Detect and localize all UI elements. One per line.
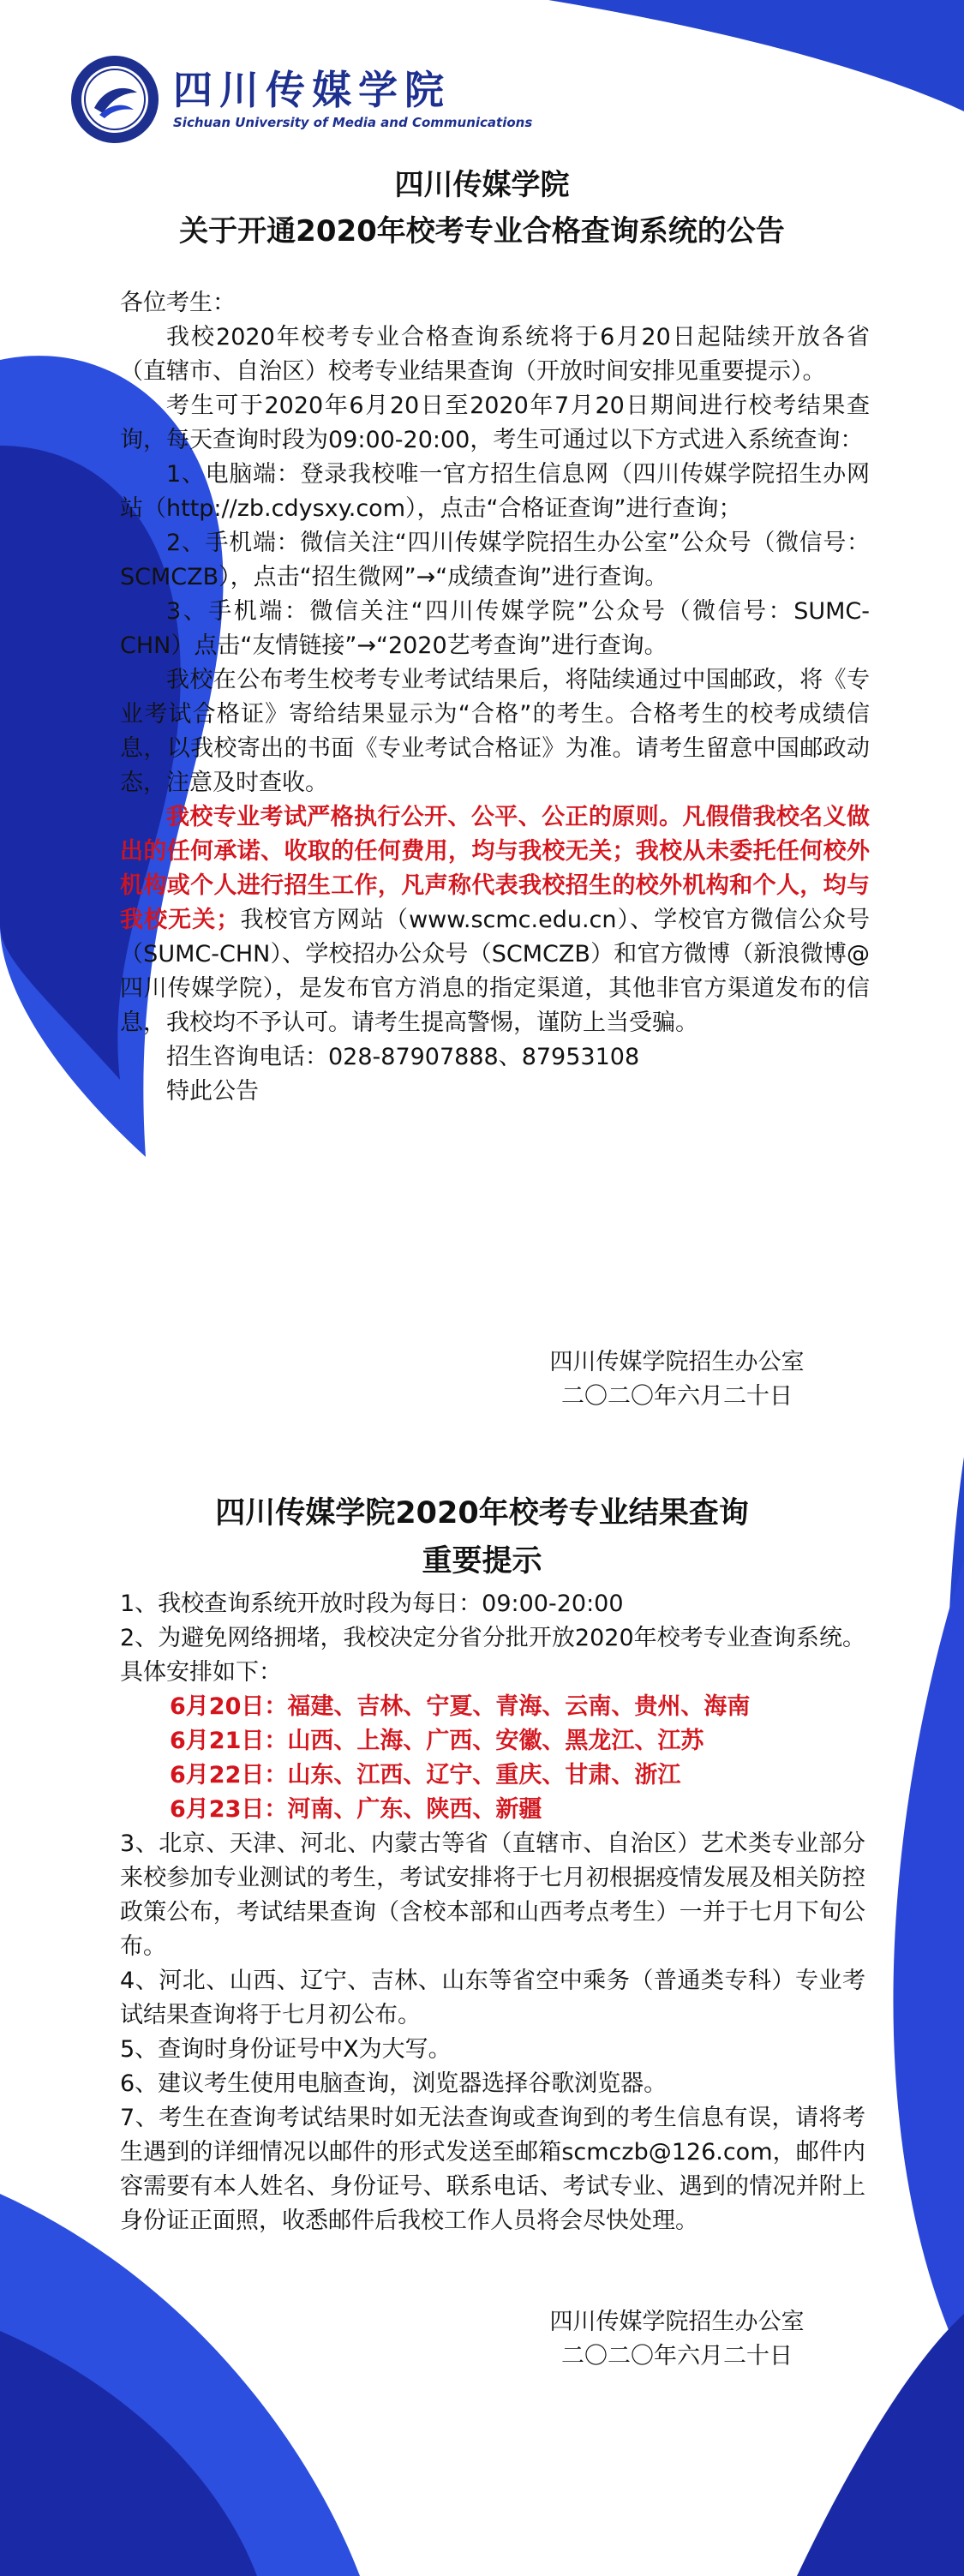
notice-paragraph: 我校2020年校考专业合格查询系统将于6月20日起陆续开放各省（直辖市、自治区）校考专业结果查询（开放时间安排见重要提示）。 [120,324,870,385]
notice-warning-red: 我校专业考试严格执行公开、公平、公正的原则。凡假借我校名义做出的任何承诺、收取的任何费用，均与我校无关；我校从未委托任何校外机构或个人进行招生工作，凡声称代表我校招生的校外机构和个人，均与我校无关； [120,804,870,933]
tips-item: 3、北京、天津、河北、内蒙古等省（直辖市、自治区）艺术类专业部分来校参加专业测试的考生，考试安排将于七月初根据疫情发展及相关防控政策公布，考试结果查询（含校本部和山西考点考生）一并于七月下旬公布。 [120,1830,865,1960]
school-seal-icon [69,53,161,146]
schedule-item: 6月21日：山西、上海、广西、安徽、黑龙江、江苏 [170,1728,704,1754]
tips-item: 2、为避免网络拥堵，我校决定分省分批开放2020年校考专业查询系统。具体安排如下： [120,1625,865,1686]
tips-signature-org: 四川传媒学院招生办公室 [549,2309,805,2335]
notice-greeting: 各位考生： [120,290,236,316]
notice-hotline: 招生咨询电话：028-87907888、87953108 [166,1044,640,1070]
tips-item: 6、建议考生使用电脑查询，浏览器选择谷歌浏览器。 [120,2070,668,2097]
tips-body [120,1587,865,2238]
tips-item: 5、查询时身份证号中X为大写。 [120,2036,452,2063]
tips-item: 7、考生在查询考试结果时如无法查询或查询到的考生信息有误，请将考生遇到的详细情况以邮件的形式发送至邮箱scmczb@126.com，邮件内容需要有本人姓名、身份证号、联系电话、考试专业、遇到的情况并附上身份证正面照，收悉邮件后我校工作人员将会尽快处理。 [120,2105,865,2234]
notice-warning [120,800,870,1040]
tips-item: 4、河北、山西、辽宁、吉林、山东等省空中乘务（普通类专科）专业考试结果查询将于七月初公布。 [120,1968,865,2028]
tips-signature-date: 二〇二〇年六月二十日 [561,2343,793,2369]
notice-signature [523,1345,831,1414]
notice-org-title: 四川传媒学院 [394,168,570,202]
schedule-item: 6月23日：河南、广东、陕西、新疆 [170,1796,542,1823]
tips-signature [523,2305,831,2374]
notice-signature-date: 二〇二〇年六月二十日 [561,1383,793,1410]
schedule-item: 6月22日：山东、江西、辽宁、重庆、甘肃、浙江 [170,1762,681,1788]
notice-paragraph: 考生可于2020年6月20日至2020年7月20日期间进行校考结果查询，每天查询时段为09:00-20:00，考生可通过以下方式进入系统查询： [120,392,870,453]
notice-paragraph: 1、电脑端：登录我校唯一官方招生信息网（四川传媒学院招生办网站（http://zb.cdysxy.com），点击“合格证查询”进行查询； [120,461,870,522]
notice-title: 关于开通2020年校考专业合格查询系统的公告 [179,214,785,249]
school-name-cn: 四川传媒学院 [173,67,451,113]
notice-paragraph: 我校在公布考生校考专业考试结果后，将陆续通过中国邮政，将《专业考试合格证》寄给结果显示为“合格”的考生。合格考生的校考成绩信息，以我校寄出的书面《专业考试合格证》为准。请考生留意中国邮政动态，注意及时查收。 [120,667,870,796]
school-name-en: Sichuan University of Media and Communications [173,115,533,130]
notice-closing: 特此公告 [166,1078,259,1105]
notice-paragraph: 2、手机端：微信关注“四川传媒学院招生办公室”公众号（微信号：SCMCZB），点击“招生微网”→“成绩查询”进行查询。 [120,530,870,590]
notice-body [120,286,870,1109]
schedule-item: 6月20日：福建、吉林、宁夏、青海、云南、贵州、海南 [170,1693,751,1720]
notice-paragraph: 3、手机端：微信关注“四川传媒学院”公众号（微信号：SUMC-CHN）点击“友情链接”→“2020艺考查询”进行查询。 [120,598,870,659]
tips-item: 1、我校查询系统开放时段为每日：09:00-20:00 [120,1591,624,1617]
school-logo [69,51,532,147]
tips-subtitle: 重要提示 [422,1544,542,1579]
tips-title: 四川传媒学院2020年校考专业结果查询 [215,1496,749,1531]
notice-warning-rest: 我校官方网站（www.scmc.edu.cn）、学校官方微信公众号（SUMC-CHN）、学校招办公众号（SCMCZB）和官方微博（新浪微博@四川传媒学院），是发布官方消息的指定渠道，其他非官方渠道发布的信息，我校均不予认可。请考生提高警惕，谨防上当受骗。 [120,907,870,1036]
notice-signature-org: 四川传媒学院招生办公室 [549,1349,805,1375]
province-schedule [120,1690,865,1827]
